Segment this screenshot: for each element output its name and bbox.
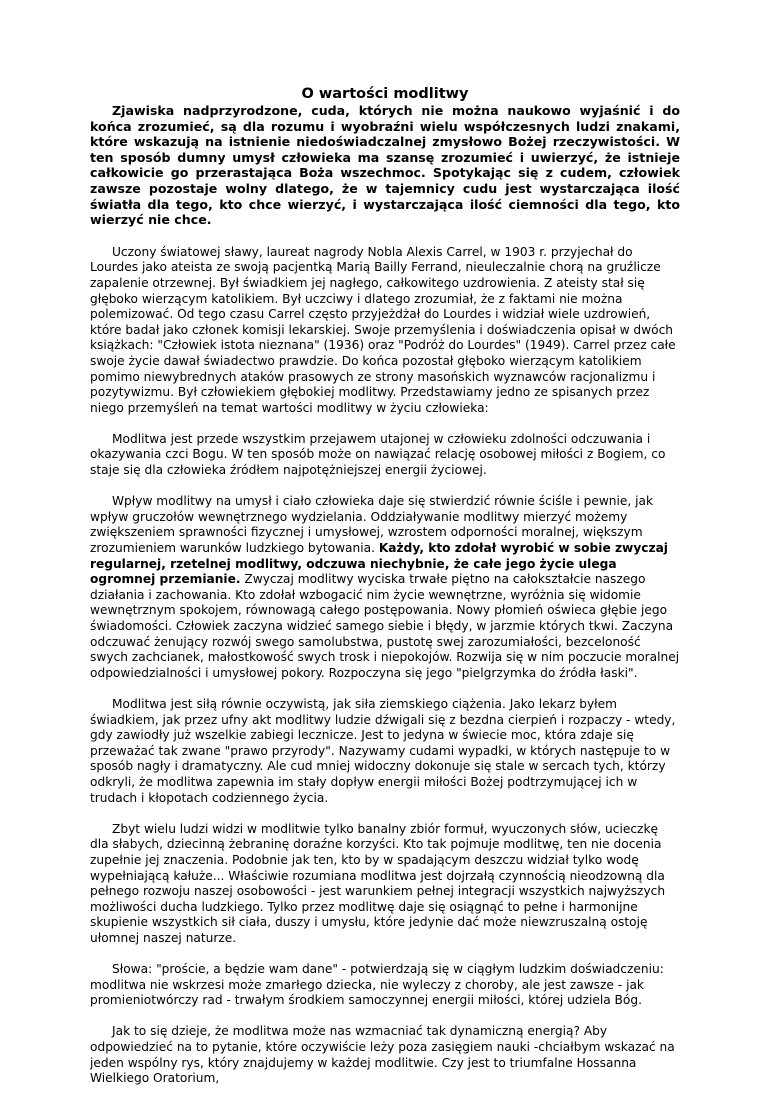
habit-text: Zwyczaj modlitwy wyciska trwałe piętno na całokształcie naszego działania i zachowania. Kto zdołał wzbogacić nim życie wewnętrzne, wyróżnia się widomie wewnętrznym spokojem, równowagą całego postępowania. Nowy płomień oświeca głębie jego świadomości. Człowiek zaczyna widzieć samego siebie i błędy, w jarzmie których tkwi. Zaczyna odczuwać żenujący rozwój swego samolubstwa, pustotę swej zarozumiałości, bezceloność swych zachcianek, małostkowość swych trosk i niepokojów. Rozwija się w nim poczucie moralnej odpowiedzialności i umysłowej pokory. Rozpoczyna się jego "pielgrzymka do źródła łaski". bbox=[90, 572, 680, 680]
paragraph-definition: Modlitwa jest przede wszystkim przejawem utajonej w człowieku zdolności odczuwania i okazywania czci Bogu. W ten sposób może on nawiązać relację osobowej miłości z Bogiem, co staje się dla człowieka źródłem najpotężniejszej energii życiowej. bbox=[90, 431, 666, 478]
paragraph-carrel: Uczony światowej sławy, laureat nagrody Nobla Alexis Carrel, w 1903 r. przyjechał do Lourdes jako ateista ze swoją pacjentką Marią Bailly Ferrand, nieuleczalnie chorą na gruźlicze zapalenie otrzewnej. Był świadkiem jej nagłego, całkowitego uzdrowienia. Z ateisty stał się głęboko wierzącym katolikiem. Był uczciwy i dlatego zrozumiał, że z faktami nie można polemizować. Od tego czasu Carrel często przyjeżdżał do Lourdes i widział wiele uzdrowień, które badał jako członek komisji lekarskiej. Swoje przemyślenia i doświadczenia opisał w dwóch książkach: "Człowiek istota nieznana" (1936) oraz "Podróż do Lourdes" (1949). Carrel przez całe swoje życie dawał świadectwo prawdzie. Do końca pozostał głęboko wierzącym katolikiem pomimo niewybrednych ataków prasowych ze strony masońskich wyznawców racjonalizmu i pozytywizmu. Był człowiekiem głębokiej modlitwy. Przedstawiamy jedno ze spisanych przez niego przemyśleń na temat wartości modlitwy w życiu człowieka: bbox=[90, 244, 676, 415]
document-page bbox=[90, 86, 680, 1102]
paragraph-influence bbox=[90, 494, 680, 681]
paragraph-banal: Zbyt wielu ludzi widzi w modlitwie tylko banalny zbiór formuł, wyuczonych słów, ucieczkę dla słabych, dziecinną żebraninę doraźne korzyści. Kto tak pojmuje modlitwę, ten nie docenia zupełnie jej znaczenia. Podobnie jak ten, kto by w spadającym deszczu widział tylko wodę wypełniającą kałuże... Właściwie rozumiana modlitwa jest dojrzałą czynnością nieodzowną dla pełnego rozwoju naszej osobowości - jest warunkiem pełnej integracji wszystkich najwyższych możliwości ducha ludzkiego. Tylko przez modlitwę daje się osiągnąć to pełne i harmonijne skupienie wszystkich sił ciała, duszy i umysłu, które jedynie dać może niewzruszalną ostoję ułomnej naszej naturze. bbox=[90, 821, 666, 945]
paragraph-question: Jak to się dzieje, że modlitwa może nas wzmacniać tak dynamiczną energią? Aby odpowiedzieć na to pytanie, które oczywiście leży poza zasięgiem nauki -chciałbym wskazać na jeden wspólny rys, który znajdujemy w każdej modlitwie. Czy jest to triumfalne Hossanna Wielkiego Oratorium, bbox=[90, 1024, 675, 1086]
document-title: O wartości modlitwy bbox=[301, 86, 469, 102]
influence-text: Wpływ modlitwy na umysł i ciało człowieka daje się stwierdzić równie ściśle i pewnie, jak wpływ gruczołów wewnętrznego wydzielania. Oddziaływanie modlitwy mierzyć możemy zwiększeniem sprawności fizycznej i umysłowej, wzrostem odporności moralnej, większym zrozumieniem warunków ludzkiego bytowania. bbox=[90, 494, 654, 556]
paragraph-ask: Słowa: "proście, a będzie wam dane" - potwierdzają się w ciągłym ludzkim doświadczeniu: modlitwa nie wskrzesi może zmarłego dziecka, nie wyleczy z choroby, ale jest zawsze - jak promieniotwórczy rad - trwałym środkiem samoczynnej energii miłości, której udziela Bóg. bbox=[90, 962, 664, 1008]
paragraph-force: Modlitwa jest siłą równie oczywistą, jak siła ziemskiego ciążenia. Jako lekarz byłem świadkiem, jak przez ufny akt modlitwy ludzie dźwigali się z bezdna cierpień i rozpaczy - wtedy, gdy zawiodły już wszelkie zabiegi lecznicze. Jest to jedyna w świecie moc, która zdaje się przeważać tak zwane "prawo przyrody". Nazywamy cudami wypadki, w których następuje to w sposób nagły i dramatyczny. Ale cud mniej widoczny dokonuje się stale w sercach tych, którzy odkryli, że modlitwa zapewnia im stały dopływ energii miłości Bożej podtrzymującej ich w trudach i kłopotach codziennego życia. bbox=[90, 696, 676, 805]
lead-paragraph: Zjawiska nadprzyrodzone, cuda, których nie można naukowo wyjaśnić i do końca zrozumieć, są dla rozumu i wyobraźni wielu współczesnych ludzi znakami, które wskazują na istnienie niedoświadczalnej zmysłowo Bożej rzeczywistości. W ten sposób dumny umysł człowieka ma szansę zrozumieć i uwierzyć, że istnieje całkowicie go przerastająca Boża wszechmoc. Spotykając się z cudem, człowiek zawsze pozostaje wolny dlatego, że w tajemnicy cudu jest wystarczająca ilość światła dla tego, kto chce wierzyć, i wystarczająca ilość ciemności dla tego, kto wierzyć nie chce. bbox=[90, 103, 680, 228]
influence-bold-text: Każdy, kto zdołał wyrobić w sobie zwyczaj regularnej, rzetelnej modlitwy, odczuwa niechybnie, że całe jego życie ulega ogromnej przemianie. bbox=[90, 541, 668, 587]
